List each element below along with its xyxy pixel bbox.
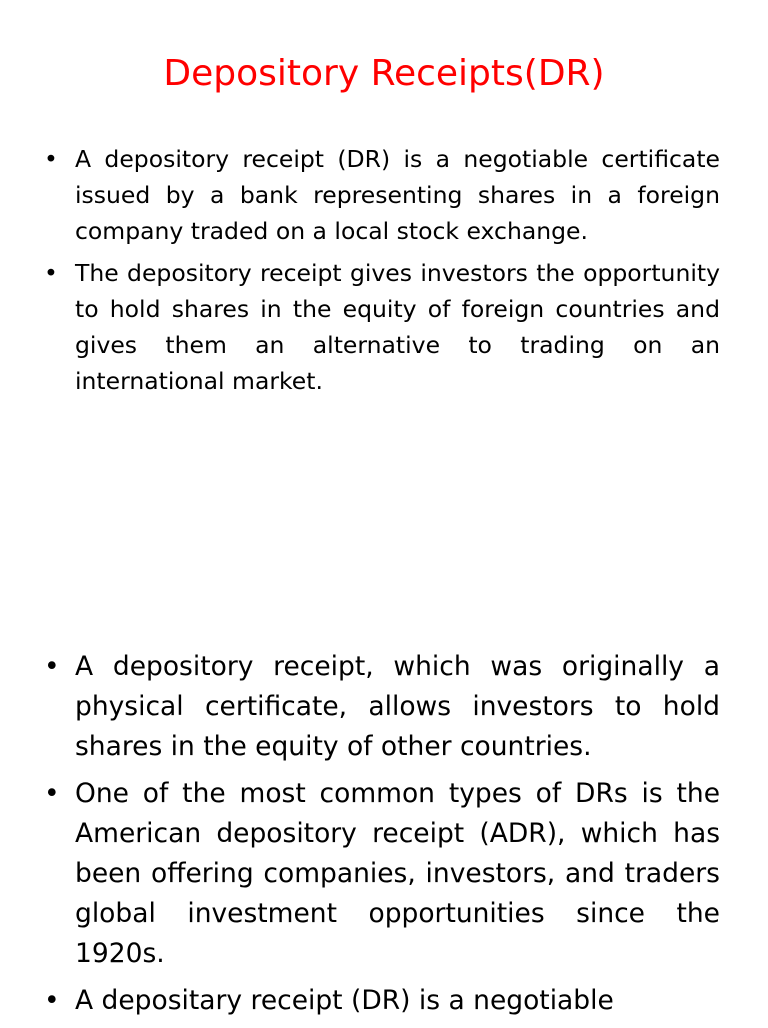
bullet-dot-icon: •: [44, 985, 60, 1016]
slide2-bullet-list: [0, 647, 720, 1028]
bullet-item: [0, 647, 720, 767]
bullet-dot-icon: •: [44, 778, 60, 809]
bullet-item: [0, 255, 720, 399]
bullet-text: A depository receipt (DR) is a negotiable certificate issued by a bank representing shares in a foreign company traded on a local stock exchange.: [75, 145, 720, 245]
bullet-item: [0, 981, 720, 1021]
bullet-text: A depository receipt, which was originally a physical certificate, allows investors to hold shares in the equity of other countries.: [75, 651, 720, 762]
bullet-dot-icon: •: [44, 259, 58, 287]
bullet-dot-icon: •: [44, 145, 58, 173]
bullet-item: [0, 774, 720, 974]
bullet-dot-icon: •: [44, 651, 60, 682]
slide1-bullet-list: [0, 141, 720, 405]
bullet-text: One of the most common types of DRs is the American depository receipt (ADR), which has been offering companies, investors, and traders global investment opportunities since the 1920s.: [75, 778, 720, 969]
bullet-text: A depositary receipt (DR) is a negotiable: [75, 985, 614, 1016]
bullet-text: The depository receipt gives investors the opportunity to hold shares in the equity of foreign countries and gives them an alternative to trading on an international market.: [75, 259, 720, 395]
bullet-item: [0, 141, 720, 249]
slide-title: Depository Receipts(DR): [163, 53, 605, 94]
